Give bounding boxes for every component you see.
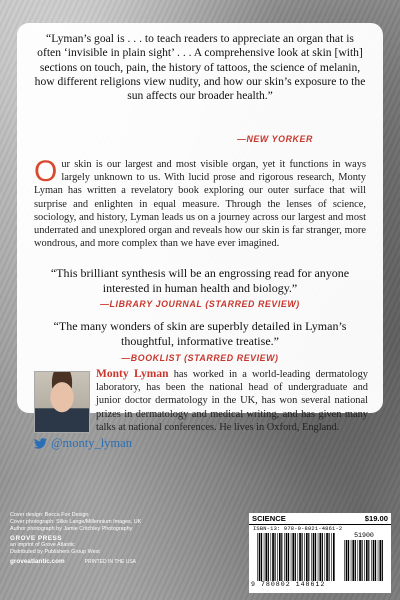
barcode-bar (322, 533, 323, 581)
barcode-bar (288, 533, 289, 581)
barcode-bar (318, 533, 319, 581)
twitter-bird-icon (34, 438, 47, 449)
barcode-bar (257, 533, 258, 581)
review-quote-new-yorker: “Lyman’s goal is . . . to teach readers to appreciate an organ that is often ‘invisible in plain sight’ . . . A comprehensive look at skin [with] sections on touch, pain, the history of tattoos, the science of melanin, how different religions view nudity, and how our skin’s exposure to the sun affects our broader health.” (34, 32, 366, 103)
attribution-note: (STARRED REVIEW) (205, 299, 300, 309)
barcode-bar (275, 533, 276, 581)
ean-barcode (257, 533, 335, 581)
barcode-bar (277, 533, 278, 581)
review-quote-library-journal: “This brilliant synthesis will be an engrossing read for anyone interested in human health and biology.” (50, 266, 350, 295)
barcode-bar (311, 533, 312, 581)
barcode-bar (271, 533, 272, 581)
credits-block (10, 512, 230, 566)
twitter-link[interactable] (34, 436, 132, 450)
barcode-bar (379, 540, 381, 581)
author-photo (34, 371, 90, 433)
barcode-header (249, 513, 391, 524)
barcode-bar (368, 540, 369, 581)
quote-attribution-library-journal (34, 299, 366, 309)
barcode-bar (333, 533, 335, 581)
barcode-bar (378, 540, 379, 581)
barcode-bar (355, 540, 356, 581)
quote-attribution-booklist (34, 353, 366, 363)
attribution-note: (STARRED REVIEW) (184, 353, 279, 363)
barcode-bar (291, 533, 292, 581)
barcode-bar (304, 533, 305, 581)
barcode-bar (364, 540, 365, 581)
barcode-bar (375, 540, 376, 581)
barcode-bar (313, 533, 315, 581)
barcode-bar (358, 540, 359, 581)
barcode-bar (264, 533, 265, 581)
barcode-bar (326, 533, 328, 581)
book-price: $19.00 (364, 514, 388, 523)
barcode-bar (279, 533, 281, 581)
price-addon-barcode (344, 540, 384, 581)
barcode-bar (352, 540, 354, 581)
drop-cap: O (34, 155, 58, 188)
barcode-bar (373, 540, 375, 581)
barcode-bar (284, 533, 285, 581)
barcode-bar (308, 533, 309, 581)
barcode-bar (259, 533, 261, 581)
author-photo-credit: Author photograph by Jamie Critchley Photography (10, 526, 133, 532)
barcode-bar (286, 533, 288, 581)
website-text[interactable]: groveatlantic.com (10, 558, 65, 565)
barcode-bar (261, 533, 262, 581)
twitter-handle[interactable]: @monty_lyman (51, 435, 132, 450)
barcode-bar (359, 540, 361, 581)
book-description (34, 155, 366, 250)
barcode-bar (281, 533, 282, 581)
barcode-bar (331, 533, 332, 581)
quote-attribution-new-yorker: —NEW YORKER (237, 134, 313, 144)
description-text: ur skin is our largest and most visible organ, yet it functions in ways largely unknown to us. With lucid prose and rigorous research, Monty Lyman has written a revelatory book exploring our outer surface that will surprise and enlighten in equal measure. Through the lenses of science, sociology, and history, Lyman leads us on a journey across our largest and most underrated and unexplored organ and reveals how our skin is far stranger, more wondrous, and more complex than we have ever imagined. (34, 159, 366, 250)
barcode-bar (348, 540, 349, 581)
isbn-text: ISBN-13: 978-0-8021-4861-2 (253, 526, 343, 532)
author-name: Monty Lyman (96, 368, 169, 380)
barcode-divider (249, 524, 391, 525)
price-addon-number: 51900 (354, 532, 374, 539)
barcode-box (249, 513, 391, 593)
barcode-bar (268, 533, 269, 581)
author-bio (96, 368, 368, 434)
barcode-bar (344, 540, 345, 581)
author-bio-text: has worked in a world-leading dermatology laboratory, has been the national head of undergraduate and junior doctor dermatology in the UK, has won several national prizes in dermatology and medical writing, and has given many talks at national conferences. He lives in Oxford, England. (96, 369, 368, 433)
barcode-bar (329, 533, 330, 581)
book-category: SCIENCE (252, 514, 286, 523)
barcode-bar (265, 533, 267, 581)
attribution-source: —LIBRARY JOURNAL (100, 299, 203, 309)
publisher-website (10, 558, 230, 566)
barcode-bar (295, 533, 296, 581)
barcode-bar (346, 540, 348, 581)
ean-number: 9 780802 148612 (251, 581, 326, 588)
barcode-bar (315, 533, 316, 581)
barcode-bar (302, 533, 303, 581)
barcode-bar (298, 533, 299, 581)
barcode-bar (351, 540, 352, 581)
barcode-bar (319, 533, 321, 581)
cover-photo-credit: Cover photograph: Silke Lange/Millennium Images, UK (10, 519, 142, 525)
barcode-bar (366, 540, 368, 581)
barcode-bar (362, 540, 363, 581)
barcode-bar (382, 540, 383, 581)
publisher-imprint: an imprint of Grove Atlantic (10, 542, 75, 548)
barcode-bar (299, 533, 301, 581)
barcode-bar (325, 533, 326, 581)
barcode-bar (371, 540, 372, 581)
publisher-name: GROVE PRESS (10, 535, 63, 542)
printed-in: PRINTED IN THE USA (84, 559, 137, 565)
attribution-source: —BOOKLIST (121, 353, 182, 363)
distributor: Distributed by Publishers Group West (10, 549, 100, 555)
barcode-bar (272, 533, 274, 581)
barcode-bar (292, 533, 294, 581)
barcode-bar (306, 533, 308, 581)
cover-design-credit: Cover design: Becca Fox Design (10, 512, 89, 518)
review-quote-booklist: “The many wonders of skin are superbly detailed in Lyman’s thoughtful, informative treatise.” (53, 319, 347, 348)
